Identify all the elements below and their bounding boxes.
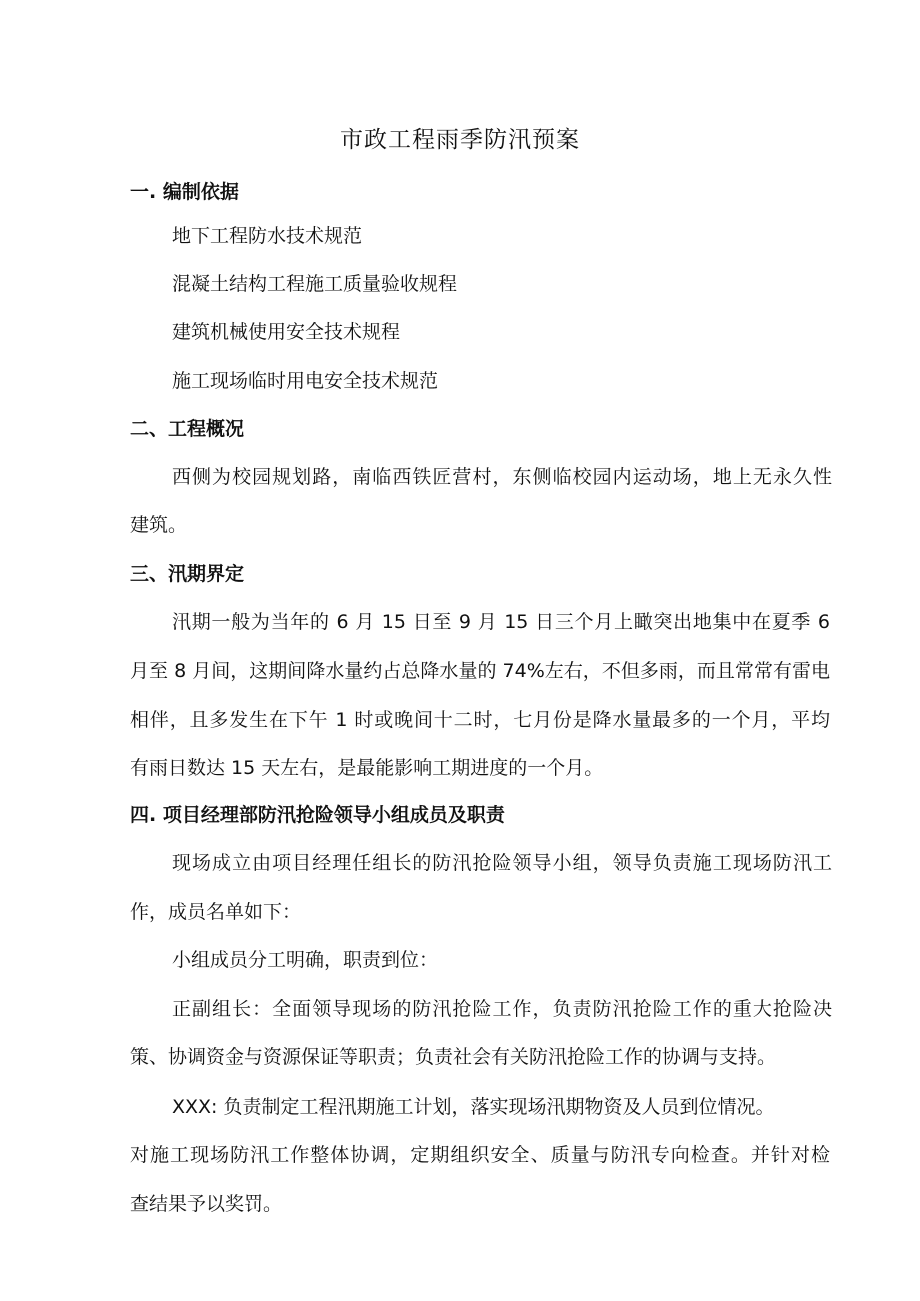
section-heading-basis: 一. 编制依据 — [130, 181, 239, 203]
paragraph-line: 有雨日数达 15 天左右，是最能影响工期进度的一个月。 — [130, 757, 604, 779]
paragraph-line: 小组成员分工明确，职责到位： — [172, 949, 439, 971]
paragraph-line: 相伴，且多发生在下午 1 时或晚间十二时，七月份是降水量最多的一个月，平均 — [130, 709, 830, 731]
document-title: 市政工程雨季防汛预案 — [340, 127, 580, 153]
basis-item: 建筑机械使用安全技术规程 — [172, 321, 401, 343]
paragraph-line: 作，成员名单如下： — [130, 901, 302, 923]
paragraph-line: 正副组长：全面领导现场的防汛抢险工作，负责防汛抢险工作的重大抢险决 — [172, 998, 832, 1020]
paragraph-line: 策、协调资金与资源保证等职责；负责社会有关防汛抢险工作的协调与支持。 — [130, 1046, 777, 1068]
basis-item: 地下工程防水技术规范 — [172, 225, 363, 247]
paragraph-line: 现场成立由项目经理任组长的防汛抢险领导小组，领导负责施工现场防汛工 — [172, 852, 832, 874]
paragraph-line: XXX: 负责制定工程汛期施工计划，落实现场汛期物资及人员到位情况。 — [172, 1096, 775, 1118]
basis-item: 施工现场临时用电安全技术规范 — [172, 370, 439, 392]
basis-item: 混凝土结构工程施工质量验收规程 — [172, 273, 458, 295]
paragraph-line: 查结果予以奖罚。 — [130, 1193, 283, 1215]
paragraph-line: 月至 8 月间，这期间降水量约占总降水量的 74%左右，不但多雨，而且常常有雷电 — [130, 660, 830, 682]
section-heading-team: 四. 项目经理部防汛抢险领导小组成员及职责 — [130, 804, 505, 826]
section-heading-overview: 二、工程概况 — [130, 418, 245, 440]
paragraph-line: 对施工现场防汛工作整体协调，定期组织安全、质量与防汛专向检查。并针对检 — [130, 1144, 830, 1166]
paragraph-line: 汛期一般为当年的 6 月 15 日至 9 月 15 日三个月上瞰突出地集中在夏季 6 — [172, 611, 830, 633]
paragraph-line: 西侧为校园规划路，南临西铁匠营村，东侧临校园内运动场，地上无永久性 — [172, 466, 832, 488]
section-heading-flood-period: 三、汛期界定 — [130, 563, 245, 585]
paragraph-line: 建筑。 — [130, 514, 188, 536]
